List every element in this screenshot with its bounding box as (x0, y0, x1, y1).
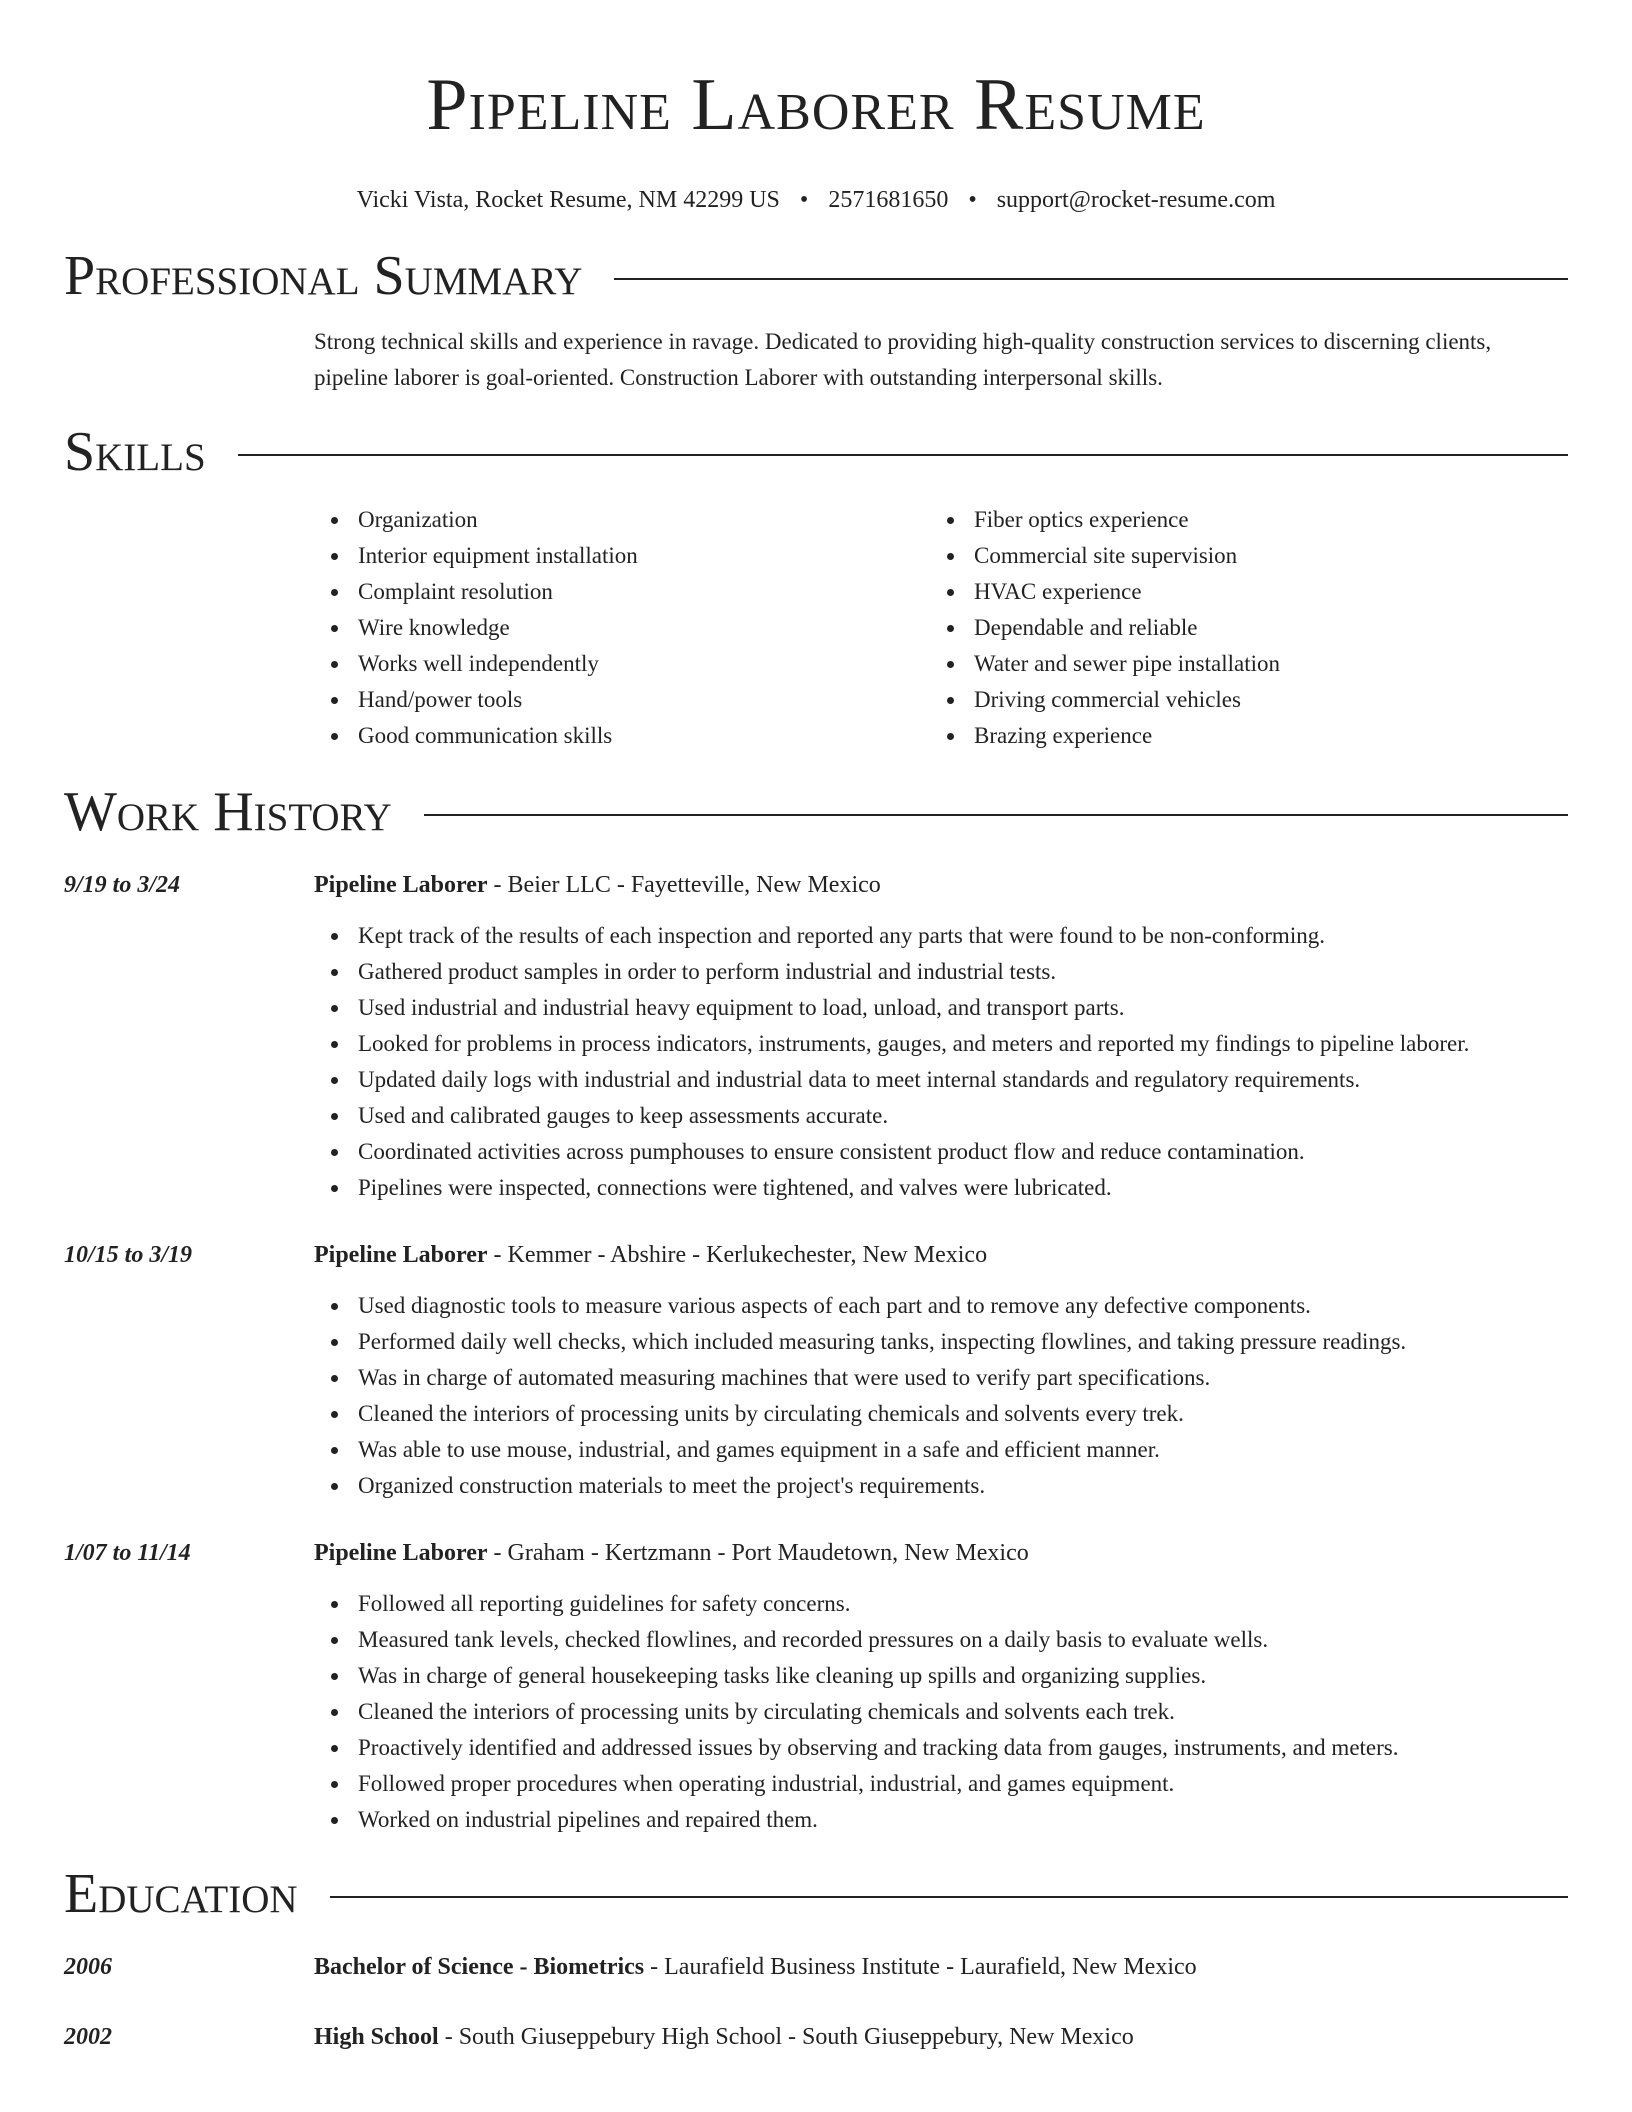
work-entry (64, 1238, 1568, 1504)
job-bullet: Pipelines were inspected, connections were tightened, and valves were lubricated. (314, 1170, 1568, 1206)
resume-title: Pipeline Laborer Resume (426, 64, 1206, 146)
job-bullets (314, 1586, 1568, 1838)
education-year: 2006 (64, 1954, 112, 1980)
education-section-header (64, 1860, 1568, 1928)
skill-item: Works well independently (314, 646, 930, 682)
job-bullet: Kept track of the results of each inspection and reported any parts that were found to be non-conforming. (314, 918, 1568, 954)
job-bullet: Used diagnostic tools to measure various aspects of each part and to remove any defective components. (314, 1288, 1568, 1324)
job-bullet: Was in charge of automated measuring machines that were used to verify part specifications. (314, 1360, 1568, 1396)
summary-section-header (64, 242, 1568, 310)
section-divider (424, 814, 1568, 816)
skill-item: Dependable and reliable (930, 610, 1546, 646)
contact-address: Vicki Vista, Rocket Resume, NM 42299 US (356, 187, 780, 213)
job-bullet: Followed proper procedures when operating industrial, industrial, and games equipment. (314, 1766, 1568, 1802)
degree: Bachelor of Science - Biometrics (314, 1954, 645, 1980)
work-dates: 1/07 to 11/14 (64, 1540, 191, 1566)
education-entry (64, 1950, 1568, 1984)
job-bullet: Proactively identified and addressed issues by observing and tracking data from gauges, instruments, and meters. (314, 1730, 1568, 1766)
job-bullet: Gathered product samples in order to perform industrial and industrial tests. (314, 954, 1568, 990)
work-heading: Work History (64, 781, 392, 843)
skill-item: Driving commercial vehicles (930, 682, 1546, 718)
job-bullet: Used industrial and industrial heavy equipment to load, unload, and transport parts. (314, 990, 1568, 1026)
job-bullet: Followed all reporting guidelines for safety concerns. (314, 1586, 1568, 1622)
skill-item: Brazing experience (930, 718, 1546, 754)
skills-heading: Skills (64, 421, 206, 483)
skill-item: HVAC experience (930, 574, 1546, 610)
contact-line (64, 184, 1568, 216)
education-entry (64, 2020, 1568, 2054)
skill-item: Interior equipment installation (314, 538, 930, 574)
skill-item: Wire knowledge (314, 610, 930, 646)
job-bullets (314, 918, 1568, 1206)
job-bullet: Worked on industrial pipelines and repaired them. (314, 1802, 1568, 1838)
contact-separator: • (799, 187, 809, 213)
work-headline (314, 1238, 1568, 1272)
work-headline (314, 868, 1568, 902)
skill-item: Hand/power tools (314, 682, 930, 718)
job-bullet: Coordinated activities across pumphouses to ensure consistent product flow and reduce contamination. (314, 1134, 1568, 1170)
skill-item: Good communication skills (314, 718, 930, 754)
job-bullet: Cleaned the interiors of processing units by circulating chemicals and solvents every trek. (314, 1396, 1568, 1432)
section-divider (614, 278, 1568, 280)
skill-item: Commercial site supervision (930, 538, 1546, 574)
education-year: 2002 (64, 2024, 112, 2050)
job-bullet: Organized construction materials to meet the project's requirements. (314, 1468, 1568, 1504)
skill-item: Complaint resolution (314, 574, 930, 610)
work-entry (64, 1536, 1568, 1838)
skills-column-left (314, 502, 930, 754)
education-headline (314, 2020, 1568, 2054)
contact-email: support@rocket-resume.com (996, 187, 1276, 213)
job-title: Pipeline Laborer (314, 1242, 488, 1268)
job-details: - Kemmer - Abshire - Kerlukechester, New Mexico (487, 1242, 988, 1268)
contact-separator: • (968, 187, 977, 213)
education-details: - Laurafield Business Institute - Laurafield, New Mexico (644, 1954, 1197, 1980)
work-dates: 10/15 to 3/19 (64, 1242, 193, 1268)
degree: High School (314, 2024, 439, 2050)
job-bullet: Performed daily well checks, which included measuring tanks, inspecting flowlines, and taking pressure readings. (314, 1324, 1568, 1360)
job-bullet: Updated daily logs with industrial and industrial data to meet internal standards and regulatory requirements. (314, 1062, 1568, 1098)
skill-item: Organization (314, 502, 930, 538)
skills-column-right (930, 502, 1546, 754)
education-headline (314, 1950, 1568, 1984)
work-entry (64, 868, 1568, 1206)
resume-page (64, 0, 1568, 2054)
education-details: - South Giuseppebury High School - South Giuseppebury, New Mexico (438, 2024, 1134, 2050)
section-divider (238, 454, 1568, 456)
job-bullet: Was able to use mouse, industrial, and games equipment in a safe and efficient manner. (314, 1432, 1568, 1468)
job-bullet: Looked for problems in process indicators, instruments, gauges, and meters and reported my findings to pipeline laborer. (314, 1026, 1568, 1062)
job-bullet: Was in charge of general housekeeping tasks like cleaning up spills and organizing supplies. (314, 1658, 1568, 1694)
job-title: Pipeline Laborer (314, 1540, 488, 1566)
job-bullets (314, 1288, 1568, 1504)
work-section-header (64, 778, 1568, 846)
job-bullet: Used and calibrated gauges to keep assessments accurate. (314, 1098, 1568, 1134)
contact-phone: 2571681650 (828, 187, 949, 213)
skills-section-header (64, 418, 1568, 486)
section-divider (330, 1896, 1568, 1898)
job-title: Pipeline Laborer (314, 872, 488, 898)
work-headline (314, 1536, 1568, 1570)
skill-item: Water and sewer pipe installation (930, 646, 1546, 682)
job-details: - Graham - Kertzmann - Port Maudetown, New Mexico (487, 1540, 1029, 1566)
skill-item: Fiber optics experience (930, 502, 1546, 538)
skills-list (314, 502, 1568, 754)
summary-text: Strong technical skills and experience in ravage. Dedicated to providing high-quality construction services to discerning clients, pipeline laborer is goal-oriented. Construction Laborer with outstanding interpersonal skills. (314, 329, 1492, 390)
job-bullet: Measured tank levels, checked flowlines, and recorded pressures on a daily basis to evaluate wells. (314, 1622, 1568, 1658)
job-details: - Beier LLC - Fayetteville, New Mexico (487, 872, 881, 898)
summary-heading: Professional Summary (64, 245, 583, 307)
work-dates: 9/19 to 3/24 (64, 872, 181, 898)
job-bullet: Cleaned the interiors of processing units by circulating chemicals and solvents each trek. (314, 1694, 1568, 1730)
education-heading: Education (64, 1863, 298, 1925)
